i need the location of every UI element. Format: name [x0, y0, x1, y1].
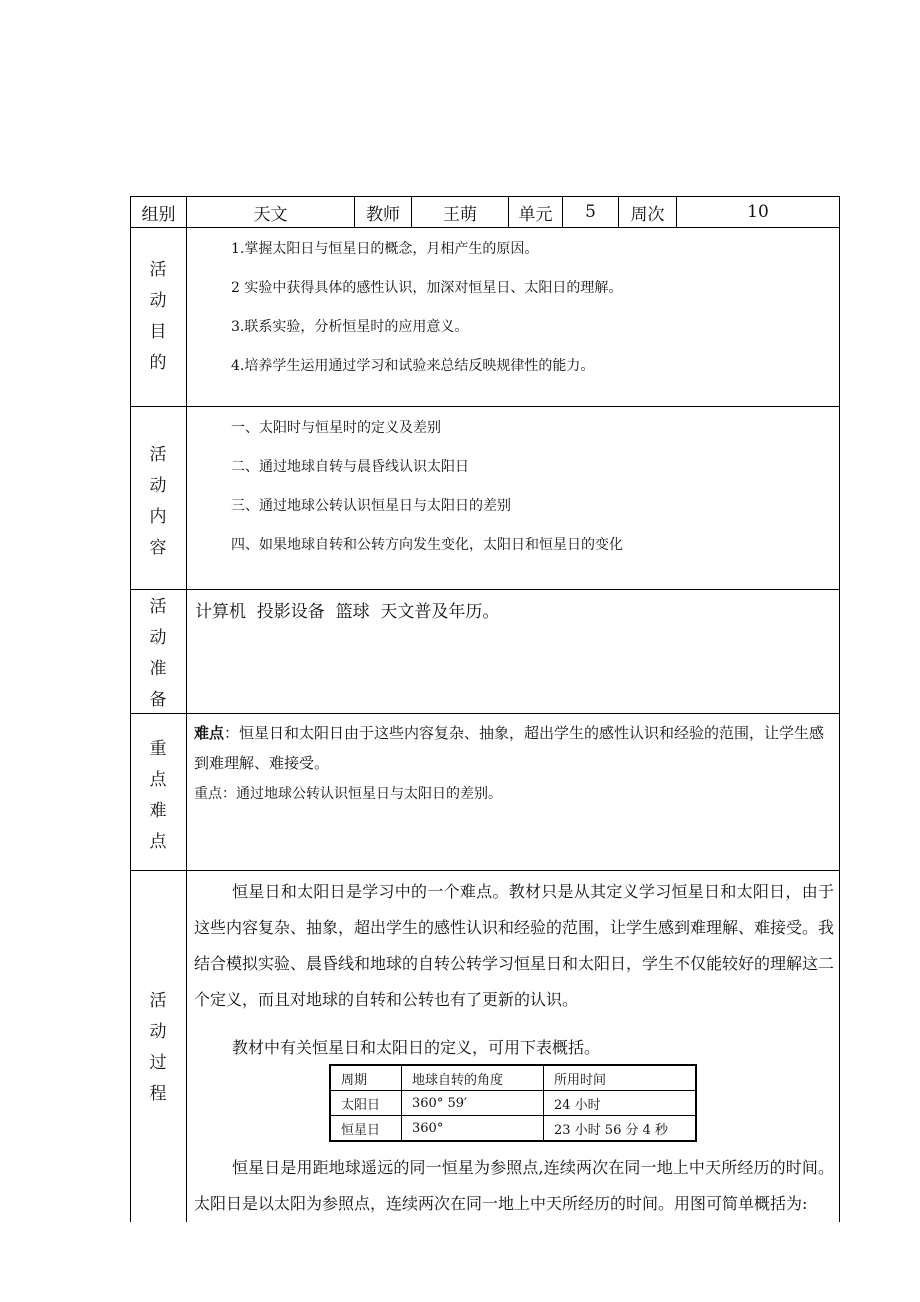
table-header-cell: 周期	[330, 1065, 402, 1091]
content-item: 二、通过地球自转与晨昏线认识太阳日	[231, 459, 469, 475]
content-item: 三、通过地球公转认识恒星日与太阳日的差别	[231, 498, 511, 514]
difficulty-paragraph	[194, 718, 834, 778]
key-point-text: 重点：通过地球公转认识恒星日与太阳日的差别。	[194, 786, 502, 802]
group-value: 天文	[253, 204, 288, 225]
table-cell: 360°	[402, 1116, 544, 1142]
content-item: 四、如果地球自转和公转方向发生变化，太阳日和恒星日的变化	[231, 537, 623, 553]
process-paragraph-1: 恒星日和太阳日是学习中的一个难点。教材只是从其定义学习恒星日和太阳日，由于这些内容复杂、抽象，超出学生的感性认识和经验的范围，让学生感到难理解、难接受。我结合模拟实验、晨昏线和地球的自转公转学习恒星日和太阳日，学生不仅能较好的理解这二个定义，而且对地球的自转和公转也有了更新的认识。	[194, 882, 835, 1009]
preparation-label: 活 动 准 备	[149, 597, 167, 710]
difficulty-text: ：恒星日和太阳日由于这些内容复杂、抽象，超出学生的感性认识和经验的范围，让学生感到难理解、难接受。	[194, 724, 825, 772]
week-value: 10	[747, 202, 769, 222]
keypoints-label: 重 点 难 点	[149, 739, 167, 852]
table-cell: 24 小时	[544, 1091, 697, 1116]
teacher-value: 王萌	[443, 204, 477, 225]
preparation-text: 计算机 投影设备 篮球 天文普及年历。	[195, 602, 500, 622]
table-header-cell: 地球自转的角度	[402, 1065, 544, 1091]
objective-item: 4.培养学生运用通过学习和试验来总结反映规律性的能力。	[231, 358, 595, 374]
table-row	[330, 1091, 696, 1116]
content-item: 一、太阳时与恒星时的定义及差别	[231, 420, 441, 436]
difficulty-label: 难点	[194, 724, 225, 742]
unit-label: 单元	[518, 204, 553, 225]
process-paragraph-3: 恒星日是用距地球遥远的同一恒星为参照点,连续两次在同一地上中天所经历的时间。太阳日是以太阳为参照点，连续两次在同一地上中天所经历的时间。用图可简单概括为:	[194, 1158, 834, 1213]
objective-item: 2 实验中获得具体的感性认识，加深对恒星日、太阳日的理解。	[231, 280, 623, 296]
table-cell: 太阳日	[330, 1091, 402, 1116]
week-label: 周次	[630, 204, 665, 225]
process-label: 活 动 过 程	[149, 991, 167, 1104]
table-header-row	[330, 1065, 696, 1091]
definition-table	[329, 1064, 697, 1142]
table-row	[330, 1116, 696, 1142]
unit-value: 5	[585, 202, 596, 222]
table-cell: 23 小时 56 分 4 秒	[544, 1116, 697, 1142]
content-label: 活 动 内 容	[149, 445, 167, 558]
process-paragraph-2: 教材中有关恒星日和太阳日的定义，可用下表概括。	[232, 1038, 601, 1057]
table-cell: 360° 59′	[402, 1091, 544, 1116]
objective-item: 3.联系实验，分析恒星时的应用意义。	[231, 319, 469, 335]
table-cell: 恒星日	[330, 1116, 402, 1142]
table-header-cell: 所用时间	[544, 1065, 697, 1091]
objectives-label: 活 动 目 的	[149, 260, 167, 373]
objective-item: 1.掌握太阳日与恒星日的概念，月相产生的原因。	[231, 241, 539, 257]
group-label: 组别	[141, 204, 176, 225]
teacher-label: 教师	[366, 204, 400, 225]
